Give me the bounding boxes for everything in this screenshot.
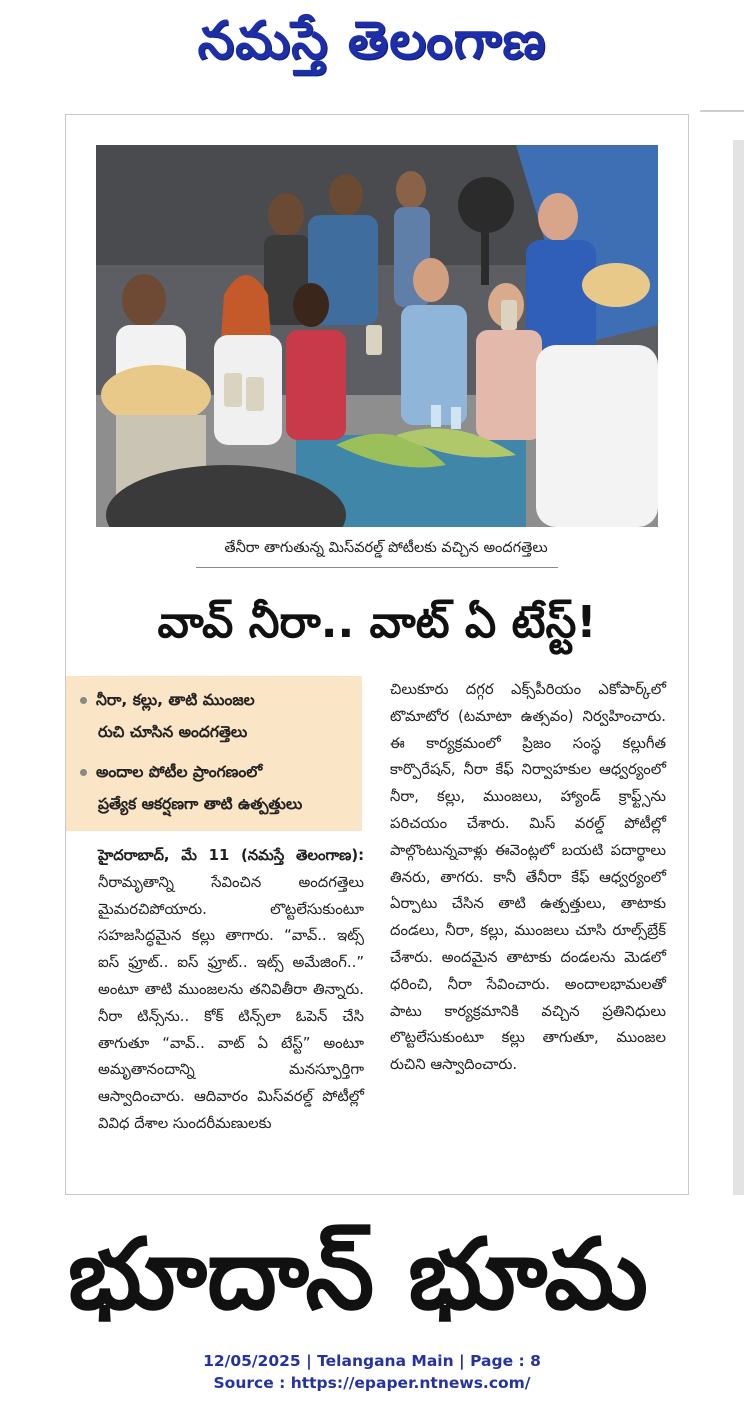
caption-divider xyxy=(196,567,558,568)
article-column-left xyxy=(98,843,364,1138)
highlight-item xyxy=(80,684,356,748)
article-body-left: నీరామృతాన్ని సేవించిన అందగత్తెలు మైమరచిపోయారు. లొట్టలేసుకుంటూ సహజసిద్ధమైన కల్లు తాగారు. “వావ్.. ఇట్స్ ఐస్ ఫ్రూట్.. ఐస్ ఫ్రూట్.. ఇట్స్ అమేజింగ్..” అంటూ తాటి ముంజలను తనివితీరా తిన్నారు. నీరా టిన్స్‌ను.. కోక్ టిన్స్‌లా ఓపెన్ చేసి తాగుతూ “వావ్.. వాట్ ఏ టేస్ట్” అంటూ అమృతానందాన్ని మనస్ఫూర్తిగా ఆస్వాదించారు. ఆదివారం మిస్‌వరల్డ్ పోటీల్లో వివిధ దేశాల సుందరీమణులకు xyxy=(98,873,364,1132)
adjacent-article-rule xyxy=(700,110,744,112)
article-headline: వావ్ నీరా.. వాట్ ఏ టేస్ట్! xyxy=(157,597,597,648)
next-article-headline: భూదాన్ భూమ xyxy=(68,1218,648,1332)
page-footer xyxy=(0,1350,744,1394)
photo-caption: తేనీరా తాగుతున్న మిస్‌వరల్డ్ పోటీలకు వచ్చిన అందగత్తెలు xyxy=(224,540,548,556)
bullet-icon xyxy=(80,697,87,704)
highlight-line: రుచి చూసిన అందగత్తెలు xyxy=(98,723,248,741)
highlight-line: నీరా, కల్లు, తాటి ముంజల xyxy=(96,691,255,709)
photo-illustration xyxy=(96,145,658,527)
footer-source-link[interactable]: Source : https://epaper.ntnews.com/ xyxy=(213,1374,531,1392)
highlights-box xyxy=(66,676,362,831)
footer-edition-line: 12/05/2025 | Telangana Main | Page : 8 xyxy=(203,1352,541,1370)
adjacent-article-edge xyxy=(733,140,744,1195)
masthead-logo: నమస్తే తెలంగాణ xyxy=(197,11,547,71)
article-dateline: హైదరాబాద్, మే 11 (నమస్తే తెలంగాణ): xyxy=(98,847,364,864)
highlight-line: ప్రత్యేక ఆకర్షణగా తాటి ఉత్పత్తులు xyxy=(98,795,303,813)
article-photo xyxy=(96,145,658,527)
highlight-line: అందాల పోటీల ప్రాంగణంలో xyxy=(96,763,263,781)
article-column-right xyxy=(390,677,666,1079)
article-body-right: చిలుకూరు దగ్గర ఎక్స్‌పీరియం ఎకోపార్క్‌లో టొమాటోర (టమాటా ఉత్సవం) నిర్వహించారు. ఈ కార్యక్రమంలో ప్రిజం సంస్థ కల్లుగీత కార్పొరేషన్, నీరా కేఫ్ నిర్వాహకుల ఆధ్వర్యంలో నీరా, కల్లు, ముంజలు, హ్యాండ్ క్రాఫ్ట్స్‌ను పరిచయం చేశారు. మిస్ వరల్డ్ పోటీల్లో పాల్గొంటున్నవాళ్లు ఈవెంట్లలో బయటి పదార్థాలు తినరు, తాగరు. కానీ తేనీరా కేఫ్ ఆధ్వర్యంలో ఏర్పాటు చేసిన తాటి ఉత్పత్తులు, తాటాకు దండలు, నీరా, కల్లు, ముంజలు చూసి రూల్స్‌బ్రేక్ చేశారు. అందమైన తాటాకు దండలను మెడలో ధరించి, నీరా సేవించారు. అందాలభామలతో పాటు కార్యక్రమానికి వచ్చిన ప్రతినిధులు లొట్టలేసుకుంటూ కల్లు తాగుతూ, ముంజల రుచిని ఆస్వాదించారు. xyxy=(390,681,666,1074)
highlight-item xyxy=(80,756,356,820)
bullet-icon xyxy=(80,769,87,776)
news-clipping xyxy=(65,114,689,1195)
